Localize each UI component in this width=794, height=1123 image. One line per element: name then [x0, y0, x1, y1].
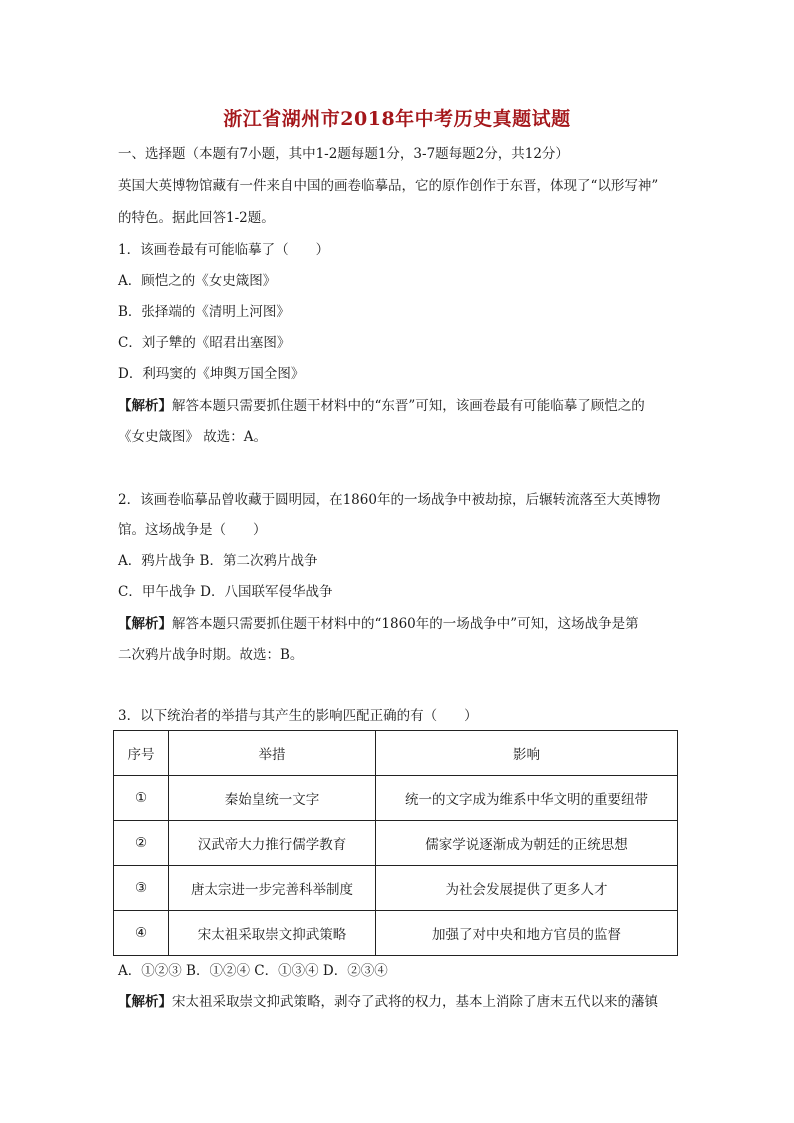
table-row [114, 821, 678, 866]
q3-options: A．①②③ B．①②④ C．①③④ D．②③④ [118, 963, 388, 979]
material-text-line-1: 英国大英博物馆藏有一件来自中国的画卷临摹品，它的原作创作于东晋，体现了“以形写神” [118, 178, 659, 194]
q1-analysis-line-1 [118, 396, 678, 416]
q1-stem: 1．该画卷最有可能临摹了（ ） [118, 242, 330, 258]
q2-analysis-line-2: 二次鸦片战争时期。故选：B。 [118, 647, 304, 663]
table-header-cell: 举措 [169, 731, 376, 776]
section-heading: 一、选择题（本题有7小题，其中1-2题每题1分，3-7题每题2分，共12分） [118, 146, 569, 162]
table-cell: ④ [114, 911, 169, 956]
table-cell: 加强了对中央和地方官员的监督 [376, 911, 678, 956]
q1-option-b: B．张择端的《清明上河图》 [118, 304, 290, 320]
table-cell: 为社会发展提供了更多人才 [376, 866, 678, 911]
q3-analysis-label: 【解析】 [118, 994, 172, 1010]
q1-option-a: A．顾恺之的《女史箴图》 [118, 273, 277, 289]
q2-options-line-2: C．甲午战争 D．八国联军侵华战争 [118, 584, 333, 600]
q1-option-c: C．刘子犨的《昭君出塞图》 [118, 335, 291, 351]
table-header-row [114, 731, 678, 776]
q2-options-line-1: A．鸦片战争 B．第二次鸦片战争 [118, 553, 318, 569]
q2-stem-line-1: 2．该画卷临摹品曾收藏于圆明园，在1860年的一场战争中被劫掠，后辗转流落至大英博物 [118, 492, 661, 508]
table-cell: ③ [114, 866, 169, 911]
q2-stem-line-2: 馆。这场战争是（ ） [118, 522, 267, 538]
table-header-cell: 影响 [376, 731, 678, 776]
q2-analysis-label: 【解析】 [118, 616, 172, 632]
document-title: 浙江省湖州市2018年中考历史真题试题 [223, 108, 571, 130]
q1-analysis-line-2: 《女史箴图》 故选：A。 [118, 429, 268, 445]
q1-option-d: D．利玛窦的《坤舆万国全图》 [118, 366, 305, 382]
table-cell: 统一的文字成为维系中华文明的重要纽带 [376, 776, 678, 821]
material-text-line-2: 的特色。据此回答1-2题。 [118, 210, 275, 226]
table-cell: 宋太祖采取崇文抑武策略 [169, 911, 376, 956]
q3-stem: 3．以下统治者的举措与其产生的影响匹配正确的有（ ） [118, 708, 478, 724]
q1-analysis-label: 【解析】 [118, 398, 172, 414]
table-cell: 唐太宗进一步完善科举制度 [169, 866, 376, 911]
table-row [114, 866, 678, 911]
q2-analysis-text: 解答本题只需要抓住题干材料中的“1860年的一场战争中”可知，这场战争是第 [172, 616, 639, 632]
q3-analysis-text: 宋太祖采取崇文抑武策略，剥夺了武将的权力，基本上消除了唐末五代以来的藩镇 [172, 994, 658, 1010]
table-row [114, 911, 678, 956]
table-cell: 儒家学说逐渐成为朝廷的正统思想 [376, 821, 678, 866]
table-cell: 汉武帝大力推行儒学教育 [169, 821, 376, 866]
q1-analysis-text: 解答本题只需要抓住题干材料中的“东晋”可知，该画卷最有可能临摹了顾恺之的 [172, 398, 645, 414]
table-header-cell: 序号 [114, 731, 169, 776]
q3-analysis-line-1 [118, 992, 678, 1012]
q2-analysis-line-1 [118, 614, 678, 634]
table-cell: 秦始皇统一文字 [169, 776, 376, 821]
table-cell: ① [114, 776, 169, 821]
table-cell: ② [114, 821, 169, 866]
table-row [114, 776, 678, 821]
q3-table [113, 730, 678, 956]
